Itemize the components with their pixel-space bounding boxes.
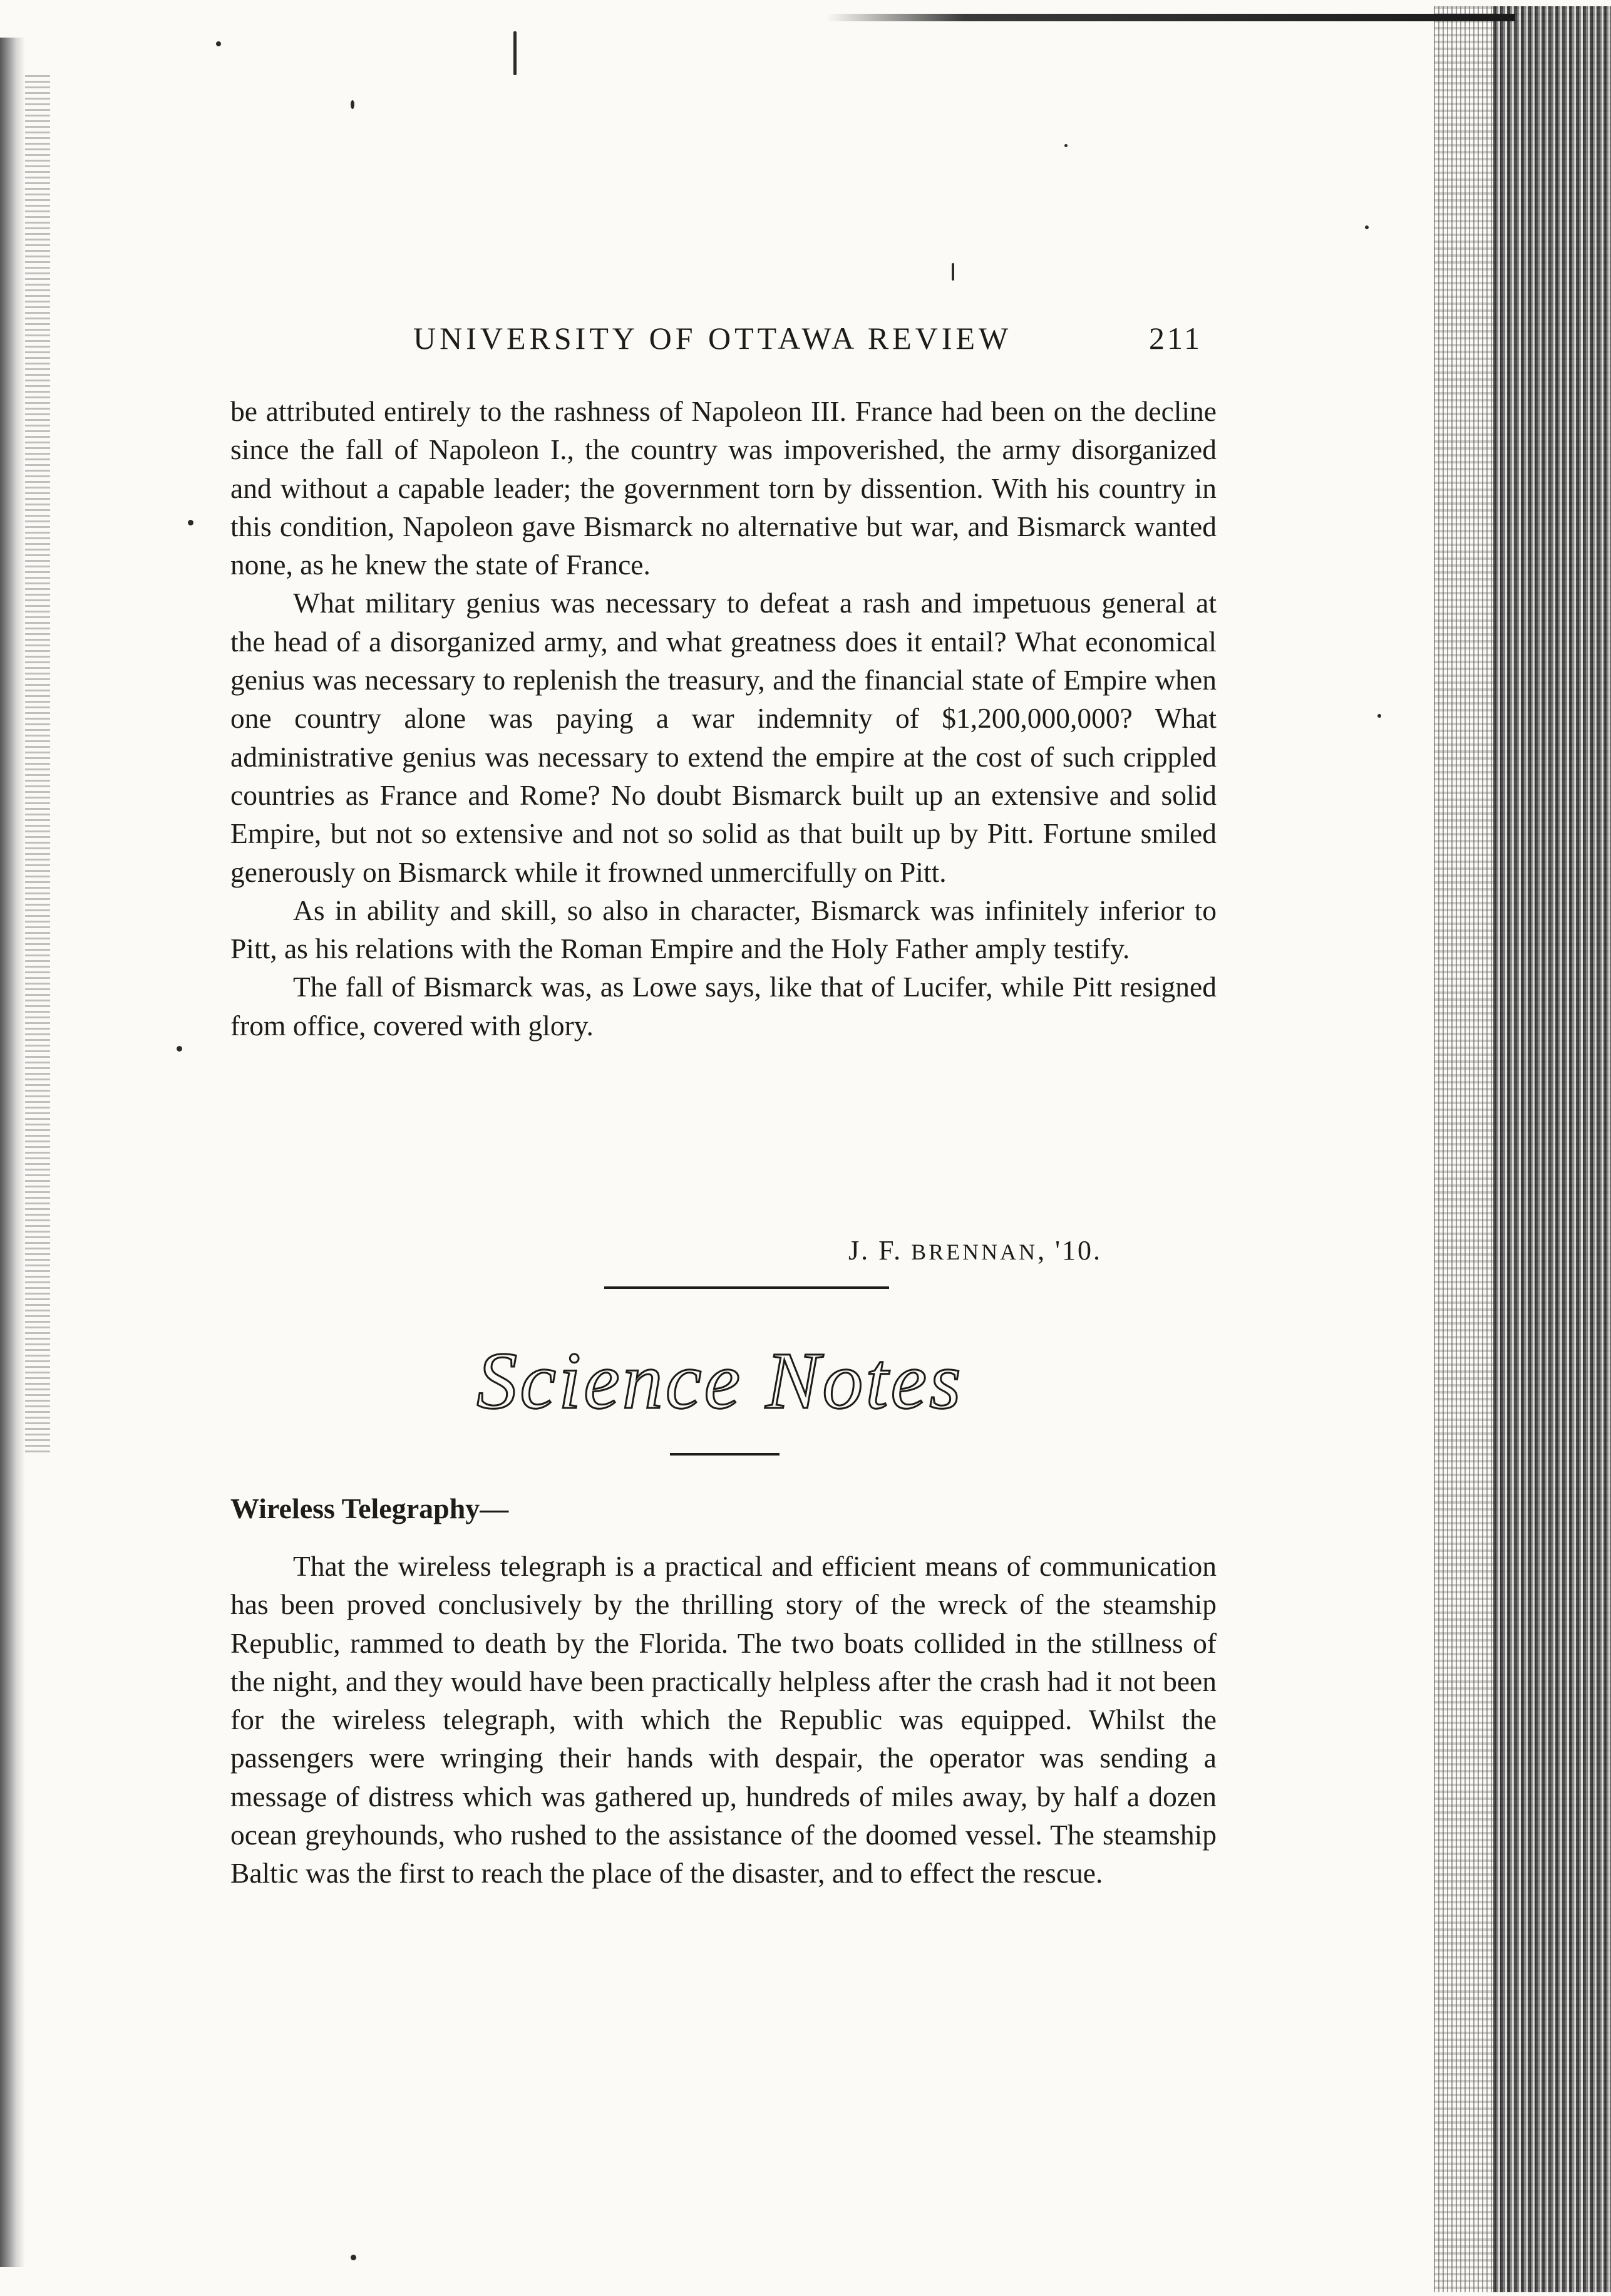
signature-name: BRENNAN [911,1239,1038,1264]
article-paragraph: The fall of Bismarck was, as Lowe says, like that of Lucifer, while Pitt resigned from office, covered with glory. [230,971,1217,1042]
section-divider-rule [604,1286,889,1289]
author-signature [848,1232,1102,1271]
scan-speck [177,1046,182,1052]
scan-speck [952,263,954,281]
science-notes-body [230,1547,1217,1893]
running-head [413,316,1277,360]
scan-speck [351,2255,356,2260]
section-title: Science Notes [476,1336,964,1426]
scan-speck [188,520,193,525]
binding-shadow-left [0,38,25,2267]
subheading: Wireless Telegraphy— [230,1492,509,1524]
article-body [230,392,1217,1045]
top-edge-shadow [826,14,1515,21]
scan-speck [351,100,354,109]
scan-speck [1377,714,1381,718]
scan-speck [1064,144,1068,147]
article-paragraph: What military genius was necessary to defeat a rash and impetuous general at the head of a disorganized army, and what greatness does it entail? What economical genius was necessary to replenish the treasury, and the financial state of Empire when one country alone was paying a war indemnity of $1,200,000,000? What administrative genius was necessary to extend the empire at the cost of such crippled countries as France and Rome? No doubt Bismarck built up an extensive and solid Empire, but not so extensive and not so solid as that built up by Pitt. Fortune smiled generously on Bismarck while it frowned unmercifully on Pitt. [230,587,1217,888]
signature-initials: J. F. [848,1235,912,1266]
page-number: 211 [1149,321,1203,356]
signature-year: , '10. [1037,1235,1103,1266]
page-edge-right-dark [1493,6,1611,2292]
title-underline-rule [670,1453,780,1456]
scan-speck [216,41,221,46]
article-paragraph: be attributed entirely to the rashness of Napoleon III. France had been on the decline since the fall of Napoleon I., the country was impoverished, the army disorganized and without a capable leader; the government torn by dissention. With his country in this condition, Napoleon gave Bismarck no alternative but war, and Bismarck wanted none, as he knew the state of France. [230,395,1217,581]
science-paragraph: That the wireless telegraph is a practical and efficient means of communication has been proved conclusively by the thrilling story of the wreck of the steamship Republic, rammed to death by the Florida. The two boats collided in the stillness of the night, and they would have been practically helpless after the crash had it not been for the wireless telegraph, with which the Republic was equipped. Whilst the passengers were wringing their hands with despair, the operator was sending a message of distress which was gathered up, hundreds of miles away, by half a dozen ocean greyhounds, who rushed to the assistance of the doomed vessel. The steamship Baltic was the first to reach the place of the disaster, and to effect the rescue. [230,1550,1217,1890]
journal-title: UNIVERSITY OF OTTAWA REVIEW [413,321,1012,356]
binding-speckle-left [25,75,50,1453]
scan-speck [513,31,517,75]
article-paragraph: As in ability and skill, so also in character, Bismarck was infinitely inferior to Pitt, as his relations with the Roman Empire and the Holy Father amply testify. [230,894,1217,965]
scan-speck [1365,225,1369,229]
